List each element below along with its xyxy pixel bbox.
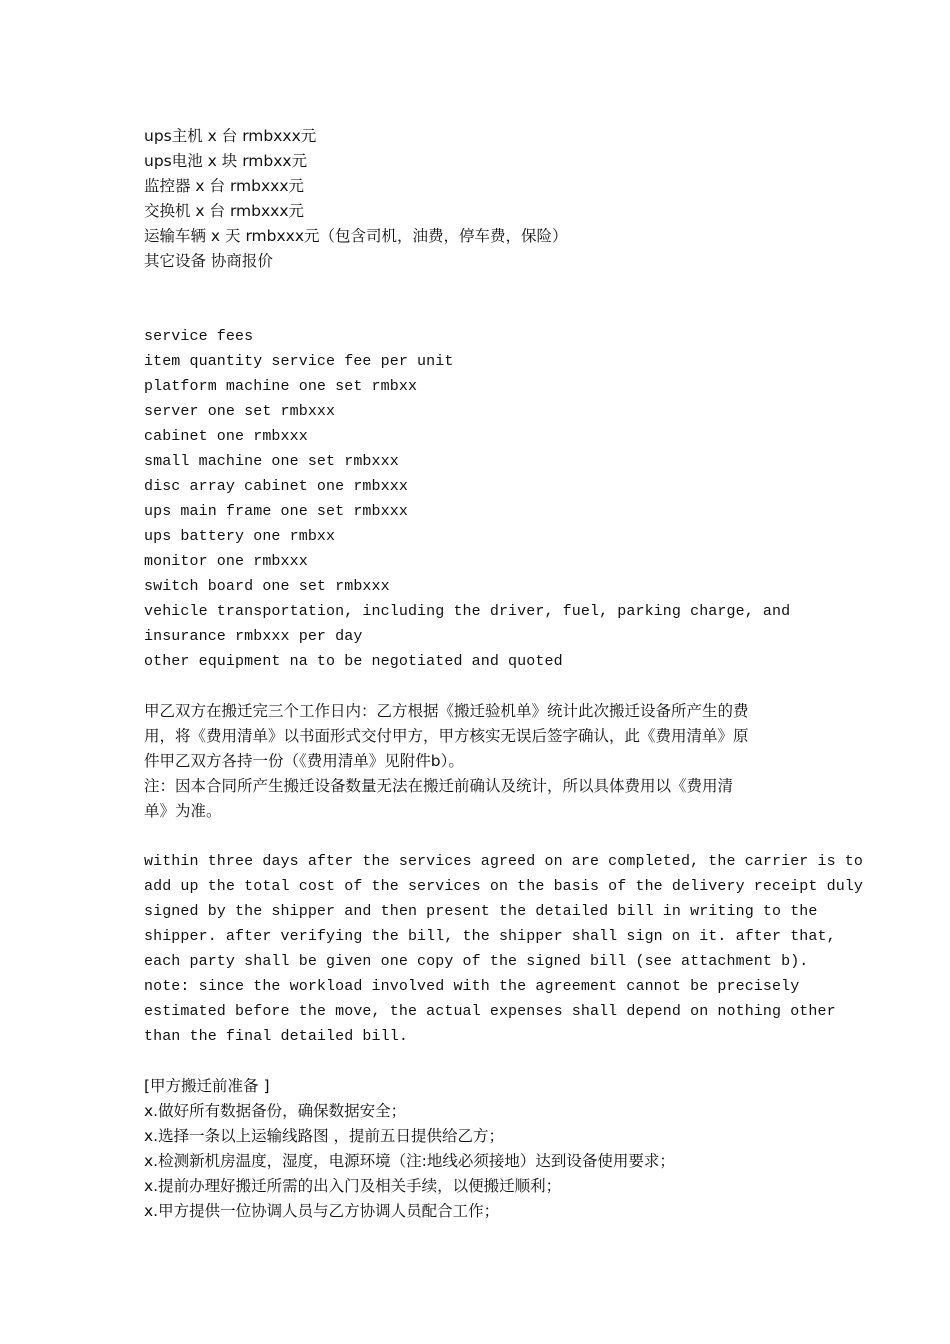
zh-note-line: 注：因本合同所产生搬迁设备数量无法在搬迁前确认及统计，所以具体费用以《费用清 bbox=[144, 777, 734, 795]
en-fee-line: ups battery one rmbxx bbox=[144, 528, 336, 545]
zh-fee-line: 交换机 x 台 rmbxxx元 bbox=[144, 202, 305, 220]
en-fee-line: small machine one set rmbxxx bbox=[144, 453, 399, 470]
zh-fee-line: ups电池 x 块 rmbxx元 bbox=[144, 152, 308, 170]
prep-item: x.检测新机房温度，湿度，电源环境（注:地线必须接地）达到设备使用要求； bbox=[144, 1152, 675, 1170]
en-fee-line: platform machine one set rmbxx bbox=[144, 378, 418, 395]
prep-item: x.选择一条以上运输线路图 ，提前五日提供给乙方； bbox=[144, 1127, 505, 1145]
spacer bbox=[144, 824, 824, 849]
en-fee-line: disc array cabinet one rmbxxx bbox=[144, 478, 408, 495]
en-settlement-line: within three days after the services agreed on are completed, the carrier is to bbox=[144, 853, 864, 870]
en-fee-heading: service fees bbox=[144, 328, 254, 345]
en-settlement-line: add up the total cost of the services on the basis of the delivery receipt duly bbox=[144, 878, 864, 895]
en-settlement-line: each party shall be given one copy of the signed bill (see attachment b). bbox=[144, 953, 809, 970]
en-fee-line: insurance rmbxxx per day bbox=[144, 628, 363, 645]
en-settlement-line: signed by the shipper and then present the detailed bill in writing to the bbox=[144, 903, 818, 920]
en-settlement-line: shipper. after verifying the bill, the shipper shall sign on it. after that, bbox=[144, 928, 836, 945]
en-fee-line: ups main frame one set rmbxxx bbox=[144, 503, 408, 520]
zh-fee-line: 监控器 x 台 rmbxxx元 bbox=[144, 177, 305, 195]
en-fee-line: monitor one rmbxxx bbox=[144, 553, 308, 570]
en-fee-line: item quantity service fee per unit bbox=[144, 353, 454, 370]
en-settlement-paragraph bbox=[144, 849, 864, 1049]
prep-item: x.提前办理好搬迁所需的出入门及相关手续，以便搬迁顺利； bbox=[144, 1177, 562, 1195]
en-fee-line: cabinet one rmbxxx bbox=[144, 428, 308, 445]
en-note-line: than the final detailed bill. bbox=[144, 1028, 408, 1045]
zh-settlement-line: 甲乙双方在搬迁完三个工作日内：乙方根据《搬迁验机单》统计此次搬迁设备所产生的费 bbox=[144, 702, 749, 720]
prep-item: x.甲方提供一位协调人员与乙方协调人员配合工作； bbox=[144, 1202, 500, 1220]
en-note-line: note: since the workload involved with the agreement cannot be precisely bbox=[144, 978, 800, 995]
document-page bbox=[144, 124, 864, 1224]
spacer bbox=[144, 674, 824, 699]
zh-fee-line: ups主机 x 台 rmbxxx元 bbox=[144, 127, 317, 145]
zh-fee-list bbox=[144, 124, 824, 274]
en-fee-line: vehicle transportation, including the driver, fuel, parking charge, and bbox=[144, 603, 791, 620]
en-fee-list bbox=[144, 324, 824, 674]
spacer bbox=[144, 274, 824, 324]
en-fee-line: other equipment na to be negotiated and quoted bbox=[144, 653, 563, 670]
zh-settlement-line: 件甲乙双方各持一份（《费用清单》见附件b）。 bbox=[144, 752, 464, 770]
zh-settlement-line: 用，将《费用清单》以书面形式交付甲方，甲方核实无误后签字确认，此《费用清单》原 bbox=[144, 727, 749, 745]
zh-note-line: 单》为准。 bbox=[144, 802, 222, 820]
en-note-line: estimated before the move, the actual expenses shall depend on nothing other bbox=[144, 1003, 836, 1020]
spacer bbox=[144, 1049, 824, 1074]
section-heading: [甲方搬迁前准备 ] bbox=[144, 1077, 270, 1095]
zh-settlement-paragraph bbox=[144, 699, 824, 824]
party-a-preparation bbox=[144, 1074, 824, 1224]
en-fee-line: switch board one set rmbxxx bbox=[144, 578, 390, 595]
prep-item: x.做好所有数据备份，确保数据安全； bbox=[144, 1102, 407, 1120]
zh-fee-line: 其它设备 协商报价 bbox=[144, 252, 273, 270]
zh-fee-line: 运输车辆 x 天 rmbxxx元（包含司机，油费，停车费，保险） bbox=[144, 227, 568, 245]
en-fee-line: server one set rmbxxx bbox=[144, 403, 336, 420]
